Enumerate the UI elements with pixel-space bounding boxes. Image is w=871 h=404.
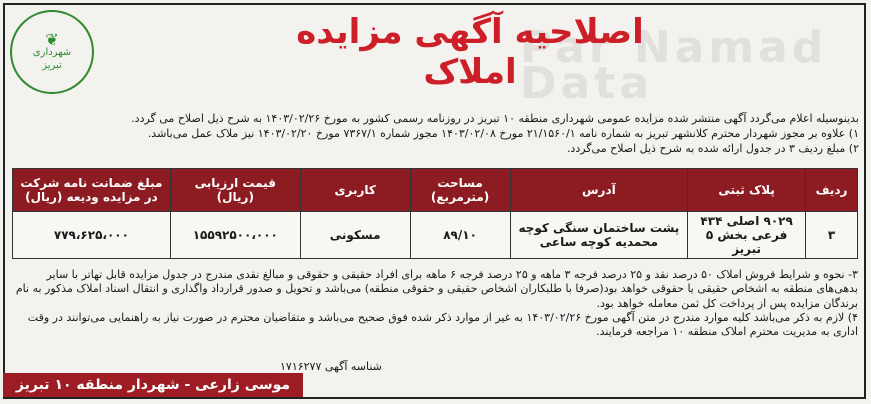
table-row (13, 212, 858, 259)
header-row: ردیف (806, 169, 858, 212)
header-usage: کاربری (300, 169, 410, 212)
logo-line1: شهرداری (32, 46, 72, 58)
auction-table (12, 168, 858, 259)
header-area: مساحت (مترمربع) (410, 169, 510, 212)
cell-deposit: ۷۷۹،۶۲۵،۰۰۰ (13, 212, 171, 259)
signature-banner: موسی زارعی - شهردار منطقه ۱۰ تبریز (3, 373, 303, 397)
header-address: آدرس (510, 169, 688, 212)
page-title: اصلاحیه آگهی مزایده املاک (296, 12, 644, 92)
cell-usage: مسکونی (300, 212, 410, 259)
item-2-text: ۲) مبلغ ردیف ۳ در جدول ارائه شده به شرح ذیل اصلاح می‌گردد. (566, 142, 859, 155)
table-header-row (13, 169, 858, 212)
watermark: Par Namad Data (520, 22, 828, 109)
item-3-text: ۳- نحوه و شرایط فروش املاک ۵۰ درصد نقد و ۲۵ درصد فرجه ۳ ماهه و ۲۵ درصد فرجه ۶ ماهه برای افراد حقیقی و حقوقی و مبالغ نقدی مندرج در جدول مزایده قابل تهاتر با سایر بدهی‌های منطقه به اشخاص حقیقی یا حقوقی خواهد بود(صرفا با طلبکاران اشخاص حقیقی و حقوقی منطقه) می‌باشد و تحویل و صدور قرارداد واگذاری و انتقال اسناد املاک مذکور به نام برندگان مزایده پس از پرداخت کل ثمن معامله خواهد بود. (15, 268, 858, 310)
cell-area: ۸۹/۱۰ (410, 212, 510, 259)
intro-text: بدینوسیله اعلام می‌گردد آگهی منتشر شده مزایده عمومی شهرداری منطقه ۱۰ تبریز در روزنامه رسمی کشور به مورخ ۱۴۰۳/۰۲/۲۶ به شرح ذیل اصلاح می گردد. (131, 112, 859, 125)
header-price: قیمت ارزیابی (ریال) (170, 169, 300, 212)
header-plak: پلاک ثبتی (688, 169, 806, 212)
logo-line2: تبریز (42, 59, 62, 71)
municipality-logo (10, 10, 94, 94)
item-1-text: ۱) علاوه بر مجوز شهردار محترم کلانشهر تبریز به شماره نامه ۲۱/۱۵۶۰/۱ مورخ ۱۴۰۳/۰۲/۰۸ مجوز شماره ۷۳۶۷/۱ مورخ ۱۴۰۳/۰۲/۲۰ نیز ملاک عمل می‌باشد. (147, 127, 859, 140)
terms-block (12, 268, 858, 339)
cell-address: پشت ساختمان سنگی کوچه محمدیه کوچه ساعی (510, 212, 688, 259)
cell-row: ۳ (806, 212, 858, 259)
leaf-icon: ❦ (45, 29, 59, 49)
item-4-text: ۴) لازم به ذکر می‌باشد کلیه موارد مندرج در متن آگهی مورخ ۱۴۰۳/۰۲/۲۶ به غیر از موارد ذکر شده فوق صحیح می‌باشد و متقاضیان محترم در صورت نیاز به راهنمایی می‌توانند در وقت اداری به مدیریت محترم املاک منطقه ۱۰ مراجعه فرمایند. (27, 310, 858, 339)
cell-plak: ۹۰۲۹ اصلی ۴۳۴ فرعی بخش ۵ تبریز (688, 212, 806, 259)
cell-price: ۱۵۵۹۲۵۰۰،۰۰۰ (170, 212, 300, 259)
ad-number: شناسه آگهی ۱۷۱۶۲۷۷ (280, 360, 382, 373)
header-deposit: مبلغ ضمانت نامه شرکت در مزایده ودیعه (ریال) (13, 169, 171, 212)
